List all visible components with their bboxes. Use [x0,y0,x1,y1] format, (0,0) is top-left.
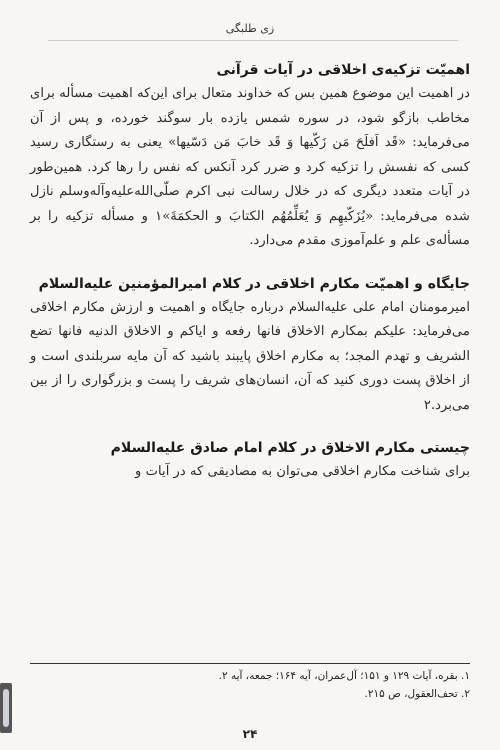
section-tazkiyeh [30,62,470,254]
page-body [30,62,470,485]
section-heading: اهمیّت تزکیه‌ی اخلاقی در آیات قرآنی [216,62,470,78]
section-paragraph: در اهمیت این موضوع همین بس که خداوند متعال برای این‌که اهمیت مسأله برای مخاطب بازگو شود، در سوره شمس یازده بار سوگند خورده، و پس از آن می‌فرماید: «قَد اَفلَحَ مَن زَکّیها وَ قَد خابَ مَن دَسّیها» یعنی به رستگاری رسید کسی که نفسش را تزکیه کرد و ضرر کرد آنکس که نفس را رها کرد. همین‌طور در آیات متعدد دیگری که در خلال رسالت نبی اکرم صلّی‌الله‌علیه‌وآله‌وسلم نازل شده می‌فرماید: «یُزَکّیهِم وَ یُعَلِّمُهُم الکتابَ و الحکمَةَ»۱ و مسأله تزکیه را بر مسأله‌ی علم و علم‌آموزی مقدم می‌دارد. [30,86,470,248]
publisher-logo [0,683,12,733]
section-paragraph: امیرمومنان امام علی علیه‌السلام درباره جایگاه و اهمیت و ارزش مکارم اخلاقی می‌فرماید: علیکم بمکارم الاخلاق فانها رفعه و ایاکم و الاخلاق الدنیه فانها تضع الشریف و تهدم المجد؛ به مکارم اخلاق پایبند باشید که آن مایه سربلندی است و از اخلاق پست دوری کنید که آن، انسان‌های شریف را پست و بزرگواری را از بین می‌برد.۲ [30,299,470,413]
section-paragraph: برای شناخت مکارم اخلاقی می‌توان به مصادیقی که در آیات و [135,464,470,479]
section-imam-sadiq [30,440,470,485]
footnote-divider [30,663,470,664]
page-number: ۲۴ [242,727,258,741]
section-heading: جایگاه و اهمیّت مکارم اخلاقی در کلام امیرالمؤمنین علیه‌السلام [38,275,470,292]
footnotes [30,667,470,703]
section-amir-al-momenin [30,276,470,419]
footnote-1: ۱. بقره، آیات ۱۲۹ و ۱۵۱؛ آل‌عمران، آیه ۱۶۴؛ جمعه، آیه ۲. [218,670,470,682]
header-divider [48,40,458,41]
footnote-2: ۲. تحف‌العقول، ص ۲۱۵. [364,688,470,700]
section-heading: چیستی مکارم الاخلاق در کلام امام صادق علیه‌السلام [110,440,470,456]
running-header: زی طلبگی [225,22,275,35]
